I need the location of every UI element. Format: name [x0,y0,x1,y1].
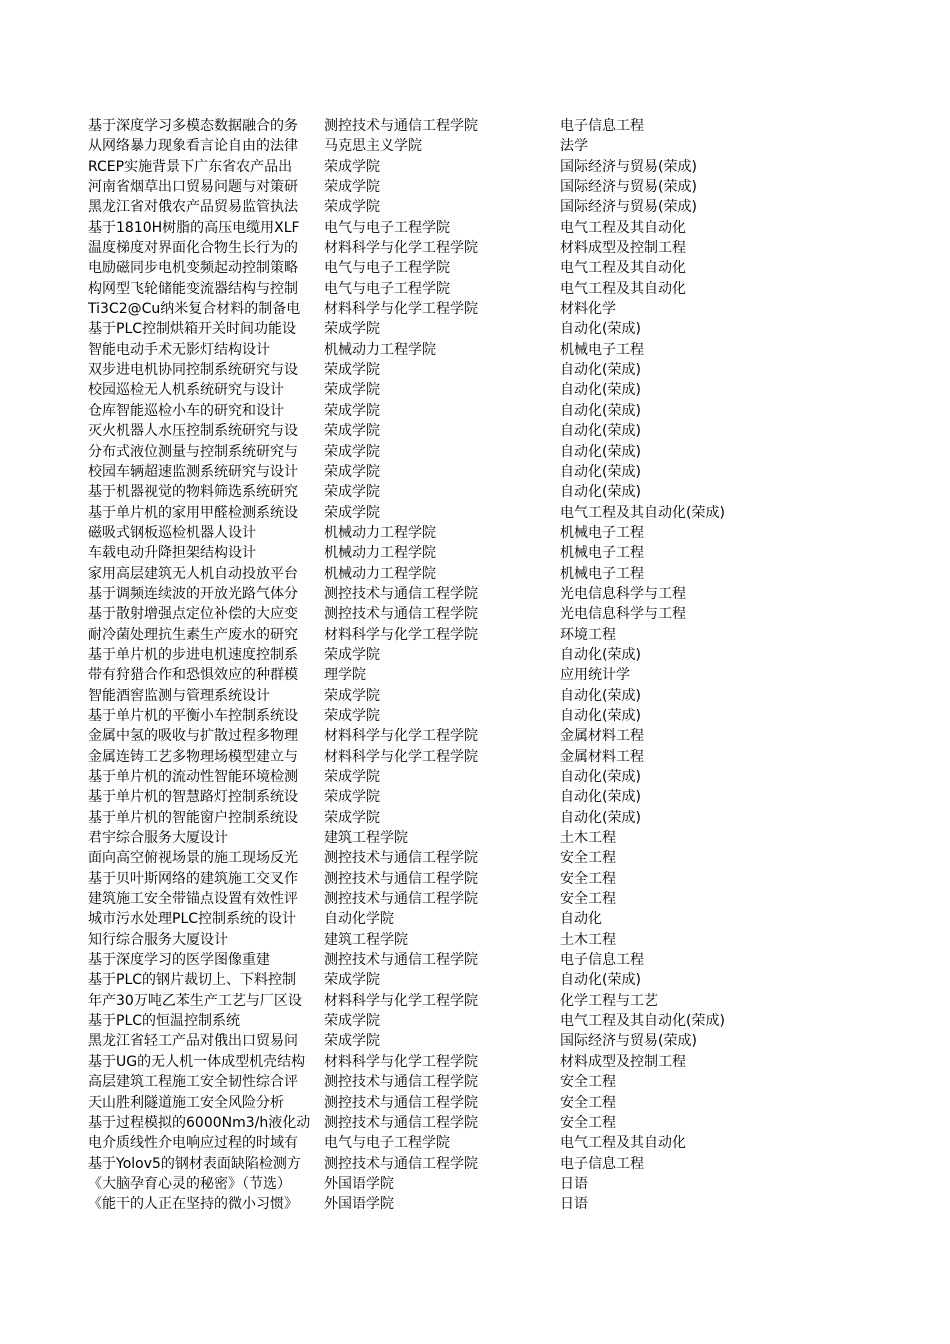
cell-college: 机械动力工程学院 [324,545,436,562]
cell-title: 带有狩猎合作和恐惧效应的种群模 [88,667,298,684]
spreadsheet-table [0,116,950,1215]
table-row [0,950,950,970]
cell-title: 基于散射增强点定位补偿的大应变 [88,606,298,623]
cell-title: 基于贝叶斯网络的建筑施工交叉作 [88,870,298,887]
cell-title: 河南省烟草出口贸易问题与对策研 [88,179,298,196]
cell-title: 家用高层建筑无人机自动投放平台 [88,565,298,582]
cell-major: 自动化(荣成) [560,646,641,663]
table-row [0,442,950,462]
cell-college: 电气与电子工程学院 [324,1135,450,1152]
cell-title: 基于深度学习多模态数据融合的务 [88,118,298,134]
cell-college: 荣成学院 [324,646,380,663]
cell-college: 材料科学与化学工程学院 [324,1053,478,1070]
cell-major: 应用统计学 [560,667,630,684]
cell-college: 测控技术与通信工程学院 [324,606,478,623]
cell-college: 马克思主义学院 [324,138,422,155]
cell-title: 基于UG的无人机一体成型机壳结构 [88,1053,306,1070]
cell-title: Ti3C2@Cu纳米复合材料的制备电 [88,301,301,318]
cell-title: 高层建筑工程施工安全韧性综合评 [88,1074,298,1091]
cell-title: 构网型飞轮储能变流器结构与控制 [88,280,298,297]
table-row [0,1133,950,1153]
cell-college: 荣成学院 [324,158,380,175]
cell-major: 国际经济与贸易(荣成) [560,199,697,216]
cell-major: 安全工程 [560,1094,616,1111]
cell-major: 电气工程及其自动化(荣成) [560,504,725,521]
cell-title: 仓库智能巡检小车的研究和设计 [88,402,284,419]
cell-major: 电子信息工程 [560,1155,644,1172]
cell-title: RCEP实施背景下广东省农产品出 [88,158,293,175]
cell-major: 安全工程 [560,1114,616,1131]
cell-college: 材料科学与化学工程学院 [324,301,478,318]
table-row [0,869,950,889]
cell-college: 材料科学与化学工程学院 [324,728,478,745]
cell-college: 荣成学院 [324,199,380,216]
cell-college: 电气与电子工程学院 [324,219,450,236]
table-row [0,1113,950,1133]
table-row [0,645,950,665]
cell-college: 材料科学与化学工程学院 [324,992,478,1009]
cell-title: 基于Yolov5的钢材表面缺陷检测方 [88,1155,301,1172]
cell-college: 荣成学院 [324,687,380,704]
table-row [0,340,950,360]
cell-college: 测控技术与通信工程学院 [324,850,478,867]
cell-major: 安全工程 [560,870,616,887]
cell-college: 测控技术与通信工程学院 [324,1114,478,1131]
cell-college: 建筑工程学院 [324,830,408,847]
cell-major: 安全工程 [560,850,616,867]
cell-college: 理学院 [324,667,366,684]
table-row [0,1052,950,1072]
cell-college: 荣成学院 [324,402,380,419]
cell-title: 《能干的人正在坚持的微小习惯》 [88,1196,298,1213]
cell-major: 自动化(荣成) [560,382,641,399]
cell-title: 双步进电机协同控制系统研究与设 [88,362,298,379]
cell-title: 基于1810H树脂的高压电缆用XLF [88,219,300,236]
cell-title: 灭火机器人水压控制系统研究与设 [88,423,298,440]
cell-major: 自动化(荣成) [560,809,641,826]
table-row [0,848,950,868]
cell-major: 自动化 [560,911,602,928]
cell-major: 金属材料工程 [560,728,644,745]
table-row [0,157,950,177]
cell-major: 电气工程及其自动化 [560,219,686,236]
table-row [0,1194,950,1214]
cell-major: 国际经济与贸易(荣成) [560,179,697,196]
table-row [0,909,950,929]
table-row [0,258,950,278]
table-row [0,808,950,828]
table-row [0,136,950,156]
table-row [0,523,950,543]
cell-major: 国际经济与贸易(荣成) [560,158,697,175]
table-row [0,299,950,319]
cell-major: 自动化(荣成) [560,362,641,379]
cell-major: 电气工程及其自动化 [560,1135,686,1152]
cell-college: 荣成学院 [324,484,380,501]
table-row [0,482,950,502]
cell-college: 测控技术与通信工程学院 [324,585,478,602]
cell-title: 基于单片机的平衡小车控制系统设 [88,707,298,724]
cell-college: 外国语学院 [324,1175,394,1192]
cell-major: 自动化(荣成) [560,321,641,338]
cell-major: 自动化(荣成) [560,769,641,785]
cell-college: 荣成学院 [324,321,380,338]
cell-title: 智能酒窖监测与管理系统设计 [88,687,270,704]
cell-major: 自动化(荣成) [560,423,641,440]
cell-title: 基于深度学习的医学图像重建 [88,952,270,969]
cell-college: 测控技术与通信工程学院 [324,952,478,969]
cell-major: 自动化(荣成) [560,687,641,704]
table-row [0,604,950,624]
cell-title: 面向高空俯视场景的施工现场反光 [88,850,298,867]
cell-title: 基于PLC的钢片裁切上、下料控制 [88,972,297,989]
cell-title: 知行综合服务大厦设计 [88,931,228,948]
cell-title: 城市污水处理PLC控制系统的设计 [88,911,297,928]
cell-title: 君宇综合服务大厦设计 [88,830,228,847]
table-row [0,1174,950,1194]
cell-college: 荣成学院 [324,1033,380,1050]
table-row [0,930,950,950]
cell-major: 自动化(荣成) [560,402,641,419]
cell-major: 机械电子工程 [560,565,644,582]
cell-college: 电气与电子工程学院 [324,260,450,277]
cell-college: 荣成学院 [324,707,380,724]
table-row [0,197,950,217]
table-row [0,1031,950,1051]
table-row [0,1093,950,1113]
cell-college: 测控技术与通信工程学院 [324,118,478,134]
cell-title: 电介质线性介电响应过程的时域有 [88,1135,298,1152]
cell-college: 外国语学院 [324,1196,394,1213]
table-row [0,686,950,706]
table-row [0,503,950,523]
cell-title: 年产30万吨乙苯生产工艺与厂区设 [88,992,302,1009]
cell-college: 荣成学院 [324,789,380,806]
cell-title: 基于单片机的智能窗户控制系统设 [88,809,298,826]
table-row [0,584,950,604]
cell-college: 荣成学院 [324,504,380,521]
table-row [0,421,950,441]
cell-major: 电子信息工程 [560,118,644,134]
table-row [0,218,950,238]
cell-title: 基于过程模拟的6000Nm3/h液化动 [88,1114,311,1131]
cell-title: 从网络暴力现象看言论自由的法律 [88,138,298,155]
table-row [0,665,950,685]
cell-title: 基于机器视觉的物料筛选系统研究 [88,484,298,501]
cell-title: 电励磁同步电机变频起动控制策略 [88,260,298,277]
cell-title: 磁吸式钢板巡检机器人设计 [88,524,256,541]
cell-college: 荣成学院 [324,382,380,399]
cell-major: 日语 [560,1196,588,1213]
cell-title: 基于单片机的智慧路灯控制系统设 [88,789,298,806]
cell-college: 材料科学与化学工程学院 [324,626,478,643]
table-row [0,747,950,767]
cell-college: 测控技术与通信工程学院 [324,1155,478,1172]
table-row [0,970,950,990]
table-row [0,706,950,726]
cell-college: 建筑工程学院 [324,931,408,948]
table-row [0,1154,950,1174]
cell-major: 环境工程 [560,626,616,643]
cell-major: 国际经济与贸易(荣成) [560,1033,697,1050]
cell-college: 荣成学院 [324,769,380,785]
cell-title: 分布式液位测量与控制系统研究与 [88,443,298,460]
cell-college: 测控技术与通信工程学院 [324,1074,478,1091]
cell-college: 机械动力工程学院 [324,524,436,541]
table-row [0,787,950,807]
cell-title: 温度梯度对界面化合物生长行为的 [88,240,298,257]
cell-major: 材料成型及控制工程 [560,240,686,257]
cell-title: 《大脑孕育心灵的秘密》（节选） [88,1175,291,1192]
cell-title: 耐冷菌处理抗生素生产废水的研究 [88,626,298,643]
cell-title: 智能电动手术无影灯结构设计 [88,341,270,358]
cell-major: 电气工程及其自动化(荣成) [560,1013,725,1030]
cell-college: 荣成学院 [324,809,380,826]
table-row [0,991,950,1011]
cell-major: 化学工程与工艺 [560,992,658,1009]
cell-college: 测控技术与通信工程学院 [324,1094,478,1111]
table-row [0,543,950,563]
cell-major: 电气工程及其自动化 [560,280,686,297]
cell-major: 日语 [560,1175,588,1192]
cell-title: 校园车辆超速监测系统研究与设计 [88,463,298,480]
table-row [0,380,950,400]
cell-college: 材料科学与化学工程学院 [324,240,478,257]
cell-title: 基于单片机的流动性智能环境检测 [88,769,298,785]
table-row [0,238,950,258]
cell-college: 机械动力工程学院 [324,341,436,358]
cell-major: 材料成型及控制工程 [560,1053,686,1070]
cell-college: 荣成学院 [324,423,380,440]
cell-major: 自动化(荣成) [560,707,641,724]
cell-major: 法学 [560,138,588,155]
table-row [0,319,950,339]
cell-title: 基于单片机的步进电机速度控制系 [88,646,298,663]
cell-college: 荣成学院 [324,443,380,460]
table-row [0,625,950,645]
cell-major: 自动化(荣成) [560,484,641,501]
cell-title: 天山胜利隧道施工安全风险分析 [88,1094,284,1111]
cell-major: 土木工程 [560,931,616,948]
cell-major: 安全工程 [560,1074,616,1091]
cell-college: 电气与电子工程学院 [324,280,450,297]
table-row [0,1011,950,1031]
table-row [0,116,950,136]
cell-college: 荣成学院 [324,463,380,480]
table-row [0,726,950,746]
table-row [0,828,950,848]
cell-college: 荣成学院 [324,179,380,196]
cell-college: 自动化学院 [324,911,394,928]
cell-title: 黑龙江省对俄农产品贸易监管执法 [88,199,298,216]
cell-college: 荣成学院 [324,972,380,989]
table-row [0,889,950,909]
cell-major: 电子信息工程 [560,952,644,969]
cell-title: 建筑施工安全带锚点设置有效性评 [88,891,298,908]
cell-major: 光电信息科学与工程 [560,606,686,623]
cell-title: 基于单片机的家用甲醛检测系统设 [88,504,298,521]
cell-major: 自动化(荣成) [560,443,641,460]
cell-major: 金属材料工程 [560,748,644,765]
table-row [0,401,950,421]
cell-major: 机械电子工程 [560,545,644,562]
cell-major: 自动化(荣成) [560,972,641,989]
cell-major: 光电信息科学与工程 [560,585,686,602]
cell-title: 黑龙江省轻工产品对俄出口贸易问 [88,1033,298,1050]
cell-major: 安全工程 [560,891,616,908]
cell-college: 测控技术与通信工程学院 [324,870,478,887]
table-row [0,177,950,197]
table-row [0,767,950,787]
cell-major: 自动化(荣成) [560,463,641,480]
cell-title: 基于PLC的恒温控制系统 [88,1013,241,1030]
cell-title: 基于PLC控制烘箱开关时间功能设 [88,321,297,338]
cell-major: 自动化(荣成) [560,789,641,806]
cell-title: 基于调频连续波的开放光路气体分 [88,585,298,602]
cell-college: 材料科学与化学工程学院 [324,748,478,765]
cell-major: 机械电子工程 [560,524,644,541]
cell-title: 校园巡检无人机系统研究与设计 [88,382,284,399]
cell-major: 机械电子工程 [560,341,644,358]
cell-major: 电气工程及其自动化 [560,260,686,277]
cell-college: 荣成学院 [324,1013,380,1030]
cell-title: 车载电动升降担架结构设计 [88,545,256,562]
table-row [0,462,950,482]
cell-title: 金属中氢的吸收与扩散过程多物理 [88,728,298,745]
table-row [0,1072,950,1092]
table-row [0,564,950,584]
cell-college: 荣成学院 [324,362,380,379]
table-row [0,360,950,380]
cell-major: 材料化学 [560,301,616,318]
cell-college: 机械动力工程学院 [324,565,436,582]
cell-title: 金属连铸工艺多物理场模型建立与 [88,748,298,765]
table-row [0,279,950,299]
cell-college: 测控技术与通信工程学院 [324,891,478,908]
cell-major: 土木工程 [560,830,616,847]
